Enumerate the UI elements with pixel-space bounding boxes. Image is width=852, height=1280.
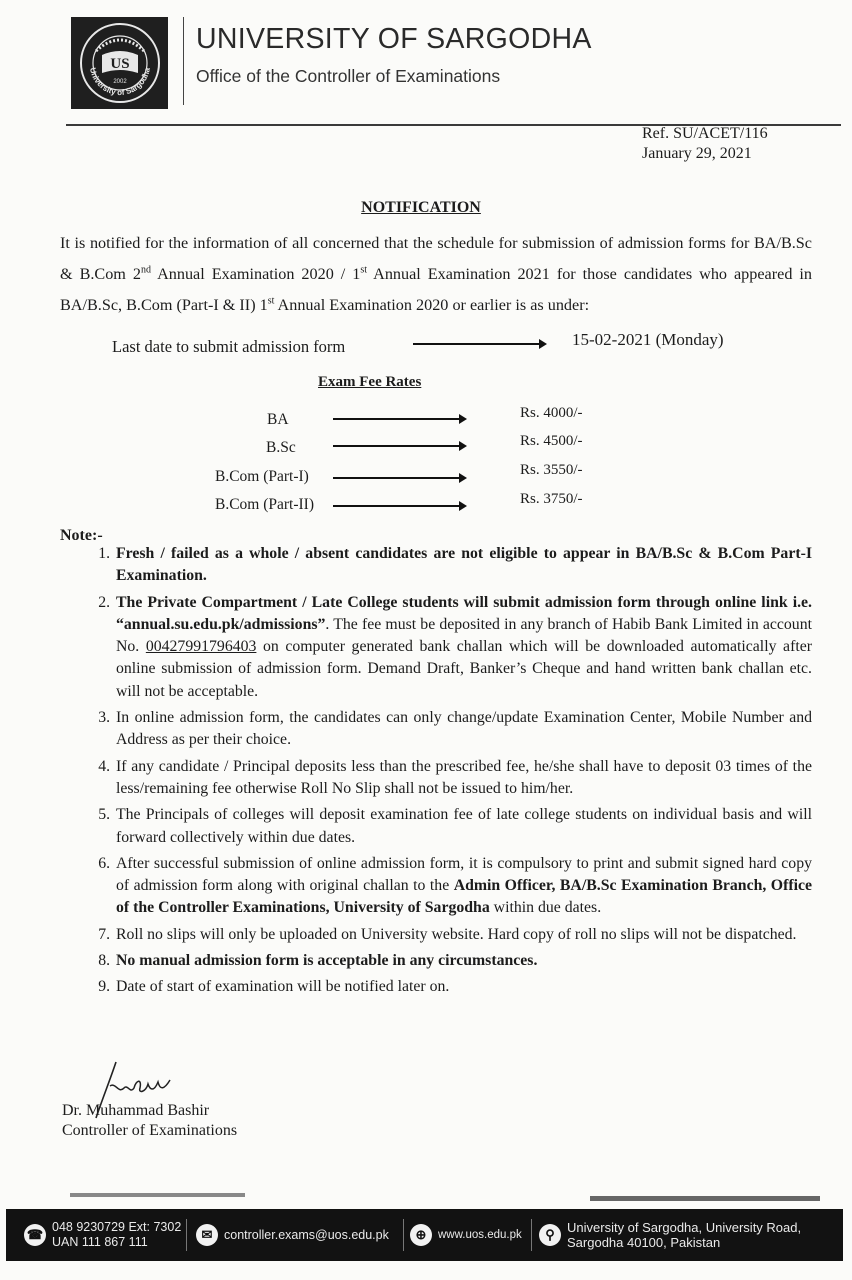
note-item: 9. Date of start of examination will be notified later on. [114,976,812,998]
notification-heading: NOTIFICATION [361,199,481,216]
svg-text:University of Sargodha: University of Sargodha [87,66,152,98]
arrow-icon [333,418,465,420]
fee-program: BA [267,411,289,428]
address-line-2: Sargodha 40100, Pakistan [567,1235,721,1250]
map-pin-icon: ⚲ [539,1224,561,1246]
phone-icon: ☎ [24,1224,46,1246]
footer-phone [24,1209,181,1261]
university-seal [78,21,162,105]
note-label: Note:- [60,527,103,544]
note-item: 1. Fresh / failed as a whole / absent candidates are not eligible to appear in BA/B.Sc & B.Com Part-I Examination. [114,543,812,588]
footer-accent-strip [70,1193,245,1197]
note-item: 7. Roll no slips will only be uploaded on University website. Hard copy of roll no slips will not be dispatched. [114,924,812,946]
fee-rates-heading: Exam Fee Rates [318,374,422,390]
fee-amount: Rs. 3550/- [520,462,583,478]
note-item: 6. After successful submission of online admission form, it is compulsory to print and submit signed hard copy of admission form along with original challan to the Admin Officer, BA/B.Sc Examination Branch, Office of the Controller Examinations, University of Sargodha within due dates. [114,853,812,920]
fee-amount: Rs. 4500/- [520,433,583,449]
reference-number: Ref. SU/ACET/116 [642,125,768,142]
footer-accent-strip [590,1196,820,1201]
signatory-name: Dr. Muhammad Bashir [62,1102,210,1119]
fee-program: B.Com (Part-II) [215,496,315,513]
signatory-block [62,1101,237,1141]
arrow-icon [333,445,465,447]
arrow-icon [413,343,545,345]
footer-divider [403,1219,404,1251]
note-item: 5. The Principals of colleges will deposit examination fee of late college students on individual basis and will forward collectively within due dates. [114,804,812,849]
note-item: 4. If any candidate / Principal deposits less than the prescribed fee, he/she shall have to deposit 03 times of the less/remaining fee otherwise Roll No Slip shall not be issued to him/her. [114,756,812,801]
note-item: 3. In online admission form, the candidates can only change/update Examination Center, Mobile Number and Address as per their choice. [114,707,812,752]
note-item: 2. The Private Compartment / Late College students will submit admission form through online link i.e. “annual.su.edu.pk/admissions”. The fee must be deposited in any branch of Habib Bank Limited in account No. 00427991796403 on computer generated bank challan which will be downloaded automatically after online submission of admission form. Demand Draft, Banker’s Cheque and hand written bank challan etc. will not be acceptable. [114,592,812,703]
arrow-icon [333,477,465,479]
fee-program: B.Com (Part-I) [215,468,309,485]
footer-email [196,1209,389,1261]
arrow-icon [333,505,465,507]
phone-number: 048 9230729 Ext: 7302 [52,1220,182,1234]
fee-program: B.Sc [266,439,296,456]
footer-divider [186,1219,187,1251]
footer-divider [531,1219,532,1251]
reference-date: January 29, 2021 [642,145,752,162]
header-divider [183,17,184,105]
notification-intro: It is notified for the information of all concerned that the schedule for submission of admission forms for BA/B.Sc & B.Com 2nd Annual Examination 2020 / 1st Annual Examination 2021 for those candidates who appeared in BA/B.Sc, B.Com (Part-I & II) 1st Annual Examination 2020 or earlier is as under: [60,234,812,314]
footer-contact-bar [6,1209,843,1261]
envelope-icon: ✉ [196,1224,218,1246]
address-line-1: University of Sargodha, University Road, [567,1220,802,1235]
office-name: Office of the Controller of Examinations [196,66,501,86]
signatory-designation: Controller of Examinations [62,1122,238,1139]
account-number: 00427991796403 [145,638,257,656]
note-item: 8. No manual admission form is acceptable in any circumstances. [114,950,812,972]
last-date-value: 15-02-2021 (Monday) [572,330,724,349]
last-date-label: Last date to submit admission form [112,337,346,356]
fee-amount: Rs. 3750/- [520,491,583,507]
svg-text:US: US [109,56,130,72]
email-link[interactable]: controller.exams@uos.edu.pk [224,1228,389,1242]
website-link[interactable]: www.uos.edu.pk [438,1229,522,1241]
footer-address [539,1209,801,1261]
uan-number: UAN 111 867 111 [52,1235,148,1249]
reference-block [642,124,768,164]
notes-list [84,543,812,1003]
university-name: UNIVERSITY OF SARGODHA [196,23,592,55]
university-logo [71,17,168,109]
svg-text:2002: 2002 [112,79,127,85]
globe-icon: ⊕ [410,1224,432,1246]
fee-amount: Rs. 4000/- [520,405,583,421]
footer-website [410,1209,522,1261]
